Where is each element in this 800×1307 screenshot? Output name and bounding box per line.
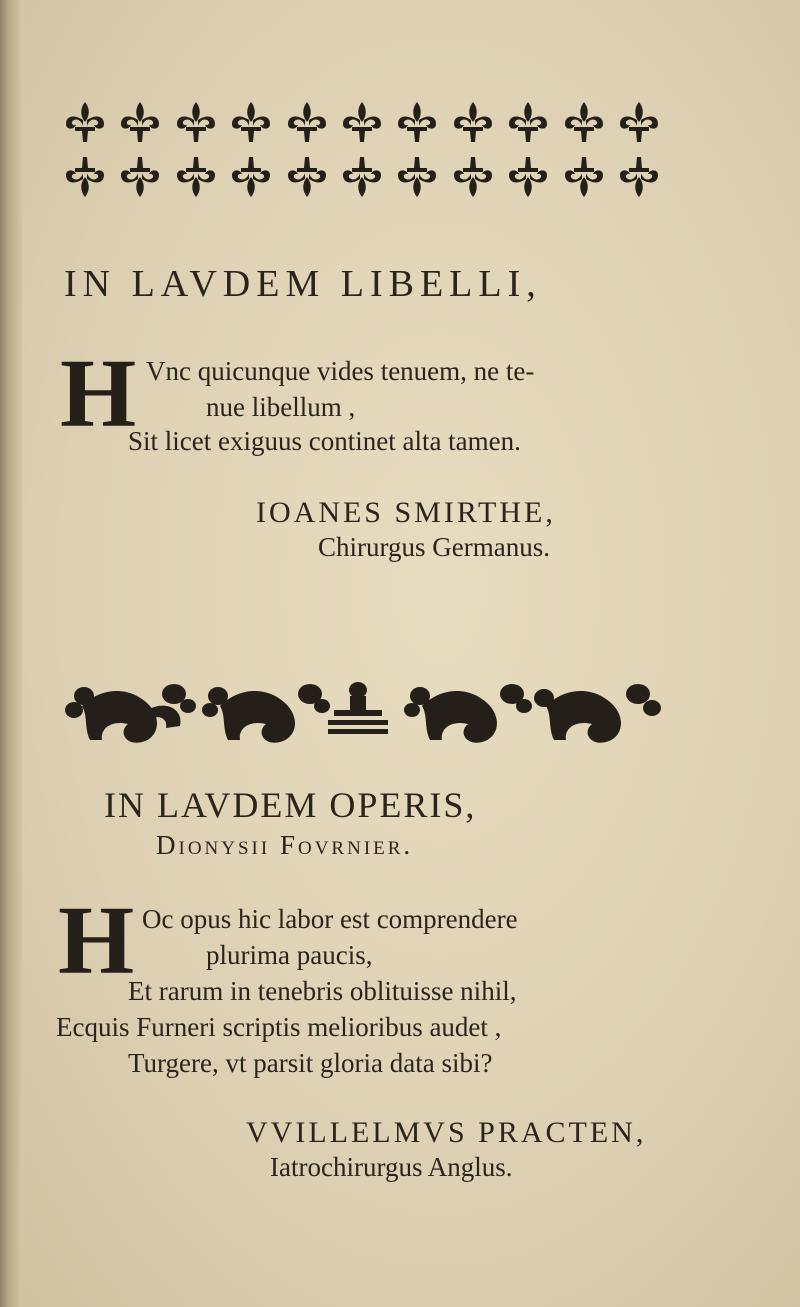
section2-subheading: Dionysii Fovrnier. xyxy=(156,830,414,860)
section1-line-3: Sit licet exiguus continet alta tamen. xyxy=(128,426,521,456)
section1-signature-title: Chirurgus Germanus. xyxy=(318,532,550,562)
fleur-de-lis-icon xyxy=(450,100,496,144)
fleur-de-lis-icon xyxy=(561,100,607,144)
section1-signature: IOANES SMIRTHE, xyxy=(256,496,556,529)
fleur-de-lis-icon xyxy=(616,100,662,144)
fleur-de-lis-icon xyxy=(339,100,385,144)
fleur-de-lis-icon xyxy=(117,155,163,199)
section1-line-1: Vnc quicunque vides tenuem, ne te- xyxy=(146,356,535,386)
fleur-de-lis-icon xyxy=(117,100,163,144)
fleur-de-lis-icon xyxy=(339,155,385,199)
section2-line-3: Et rarum in tenebris oblituisse nihil, xyxy=(128,976,517,1006)
vine-ornament-right xyxy=(534,684,661,743)
top-ornament-row-2 xyxy=(62,155,662,199)
section2-signature: VVILLELMVS PRACTEN, xyxy=(246,1116,647,1149)
fleur-de-lis-icon xyxy=(228,100,274,144)
section1-dropcap: H xyxy=(60,340,137,448)
fleur-de-lis-icon xyxy=(505,155,551,199)
fleur-de-lis-icon xyxy=(505,100,551,144)
fleur-de-lis-icon xyxy=(284,155,330,199)
top-ornament-row-1 xyxy=(62,100,662,144)
section2-line-1: Oc opus hic labor est comprendere xyxy=(142,904,518,934)
section2-heading: IN LAVDEM OPERIS, xyxy=(104,785,477,825)
vine-ornament-center-right xyxy=(404,684,532,743)
fleur-de-lis-icon xyxy=(62,155,108,199)
fleur-de-lis-icon xyxy=(284,100,330,144)
fleur-de-lis-icon xyxy=(394,155,440,199)
section2-line-4: Ecquis Furneri scriptis melioribus audet , xyxy=(56,1012,502,1042)
fleur-de-lis-icon xyxy=(450,155,496,199)
section2-line-2: plurima paucis, xyxy=(206,940,373,970)
fleur-de-lis-icon xyxy=(62,100,108,144)
fleur-de-lis-icon xyxy=(173,100,219,144)
section2-signature-title: Iatrochirurgus Anglus. xyxy=(270,1152,513,1182)
fleur-de-lis-icon xyxy=(616,155,662,199)
fleur-de-lis-icon xyxy=(394,100,440,144)
section2-line-5: Turgere, vt parsit gloria data sibi? xyxy=(128,1048,493,1078)
fleur-de-lis-icon xyxy=(228,155,274,199)
crown-ornament-center xyxy=(328,682,388,734)
vine-ornament-center-left xyxy=(202,684,330,743)
section1-heading: IN LAVDEM LIBELLI, xyxy=(64,263,542,305)
page-gutter xyxy=(0,0,22,1307)
fleur-de-lis-icon xyxy=(173,155,219,199)
vine-ornament-left xyxy=(65,684,196,743)
section1-line-2: nue libellum , xyxy=(206,392,356,422)
section2-dropcap: H xyxy=(58,887,135,995)
fleur-de-lis-icon xyxy=(561,155,607,199)
scroll-vine-icon xyxy=(62,676,662,756)
